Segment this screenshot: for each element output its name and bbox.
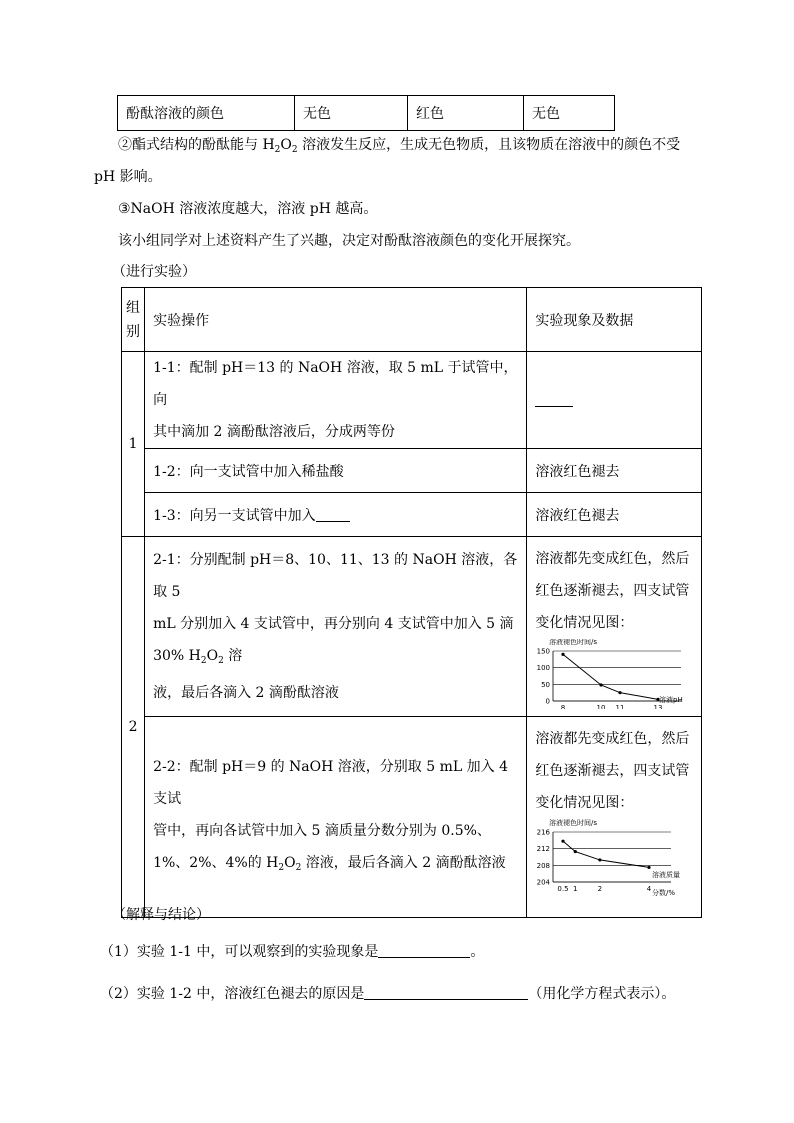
top-table [117, 95, 615, 131]
h2o2-fade-time-chart [535, 819, 685, 905]
header-operation: 实验操作 [145, 288, 527, 352]
data-point [648, 866, 651, 869]
data-point [600, 683, 603, 686]
header-group: 组 别 [122, 288, 145, 352]
data-point [562, 653, 565, 656]
x-tick-label: 1 [573, 885, 578, 893]
operation-1-2: 1-2：向一支试管中加入稀盐酸 [145, 449, 527, 493]
phenomenon-2-2: 溶液都先变成红色，然后 红色逐渐褪去，四支试管 变化情况见图： 溶液褪色时间/s 204 208 212 216 0.5 1 2 4 溶液质量 分数/% [527, 717, 702, 918]
y-tick-label: 204 [537, 878, 551, 887]
data-point [619, 691, 622, 694]
x-tick-label: 11 [615, 704, 625, 709]
top-table-cell: 无色 [524, 96, 615, 131]
y-tick-label: 0 [545, 697, 551, 706]
answer-blank [378, 943, 470, 958]
answer-blank [316, 507, 350, 522]
paragraph-3: ③NaOH 溶液浓度越大，溶液 pH 越高。 [118, 201, 378, 217]
x-tick-label: 10 [596, 704, 606, 709]
section-heading-conclusion: （解释与结论） [112, 907, 210, 923]
top-table-cell: 红色 [408, 96, 524, 131]
question-2: （2）实验 1-2 中，溶液红色褪去的原因是 （用化学方程式表示）。 [100, 986, 676, 1002]
operation-2-1: 2-1：分别配制 pH＝8、10、11、13 的 NaOH 溶液，各取 5 mL 分别加入 4 支试管中，再分别向 4 支试管中加入 5 滴 30% $H_2O_2$ 溶 液，最后各滴入 2 滴酚酞溶液 [145, 537, 527, 717]
series-line [563, 841, 649, 867]
x-tick-label: 2 [598, 885, 603, 893]
group-2-label: 2 [122, 537, 145, 918]
ph-fade-time-chart [535, 639, 685, 709]
series-line [563, 654, 658, 699]
operation-1-3: 1-3：向另一支试管中加入 [145, 493, 527, 537]
x-tick-label: 13 [653, 704, 663, 709]
phenomenon-1-1 [527, 352, 702, 449]
y-axis-label: 溶液褪色时间/s [549, 819, 598, 827]
y-tick-label: 212 [537, 845, 551, 854]
paragraph-2: ②酯式结构的酚酞能与 $H_2O_2$ 溶液发生反应，生成无色物质，且该物质在溶液中的颜色不受 [118, 137, 681, 155]
answer-blank [535, 392, 573, 407]
operation-1-1: 1-1：配制 pH＝13 的 NaOH 溶液，取 5 mL 于试管中，向 其中滴加 2 滴酚酞溶液后，分成两等份 [145, 352, 527, 449]
x-axis-label: 分数/% [652, 889, 676, 897]
x-axis-label: 溶液质量 [652, 871, 681, 879]
question-1: （1）实验 1-1 中，可以观察到的实验现象是 。 [100, 944, 485, 960]
data-point [562, 840, 565, 843]
paragraph-2-cont: pH 影响。 [94, 169, 162, 185]
top-table-label: 酚酞溶液的颜色 [118, 96, 295, 131]
x-tick-label: 8 [561, 704, 566, 709]
x-tick-label: 0.5 [557, 885, 569, 893]
y-axis-label: 溶液褪色时间/s [549, 639, 598, 646]
top-table-cell: 无色 [295, 96, 408, 131]
phenomenon-1-2: 溶液红色褪去 [527, 449, 702, 493]
x-tick-label: 4 [647, 885, 652, 893]
group-1-label: 1 [122, 352, 145, 537]
section-heading-experiment: （进行实验） [112, 264, 196, 280]
experiment-table [121, 287, 702, 918]
data-point [599, 858, 602, 861]
answer-blank [364, 985, 528, 1000]
operation-2-2: 2-2：配制 pH＝9 的 NaOH 溶液，分别取 5 mL 加入 4 支试 管中，再向各试管中加入 5 滴质量分数分别为 0.5%、 1%、2%、4%的 $H_2O_2$ 溶液，最后各滴入 2 滴酚酞溶液 [145, 717, 527, 918]
phenomenon-1-3: 溶液红色褪去 [527, 493, 702, 537]
header-phenomenon: 实验现象及数据 [527, 288, 702, 352]
y-tick-label: 208 [537, 861, 551, 870]
paragraph-4: 该小组同学对上述资料产生了兴趣，决定对酚酞溶液颜色的变化开展探究。 [118, 233, 580, 249]
y-tick-label: 100 [537, 664, 551, 673]
data-point [574, 850, 577, 853]
phenomenon-2-1: 溶液都先变成红色，然后 红色逐渐褪去，四支试管 变化情况见图： 溶液褪色时间/s 0 50 100 150 8 10 11 13 溶液pH [527, 537, 702, 717]
y-tick-label: 216 [537, 828, 551, 837]
y-tick-label: 50 [541, 680, 551, 689]
x-axis-label: 溶液pH [659, 696, 684, 704]
y-tick-label: 150 [537, 647, 551, 656]
